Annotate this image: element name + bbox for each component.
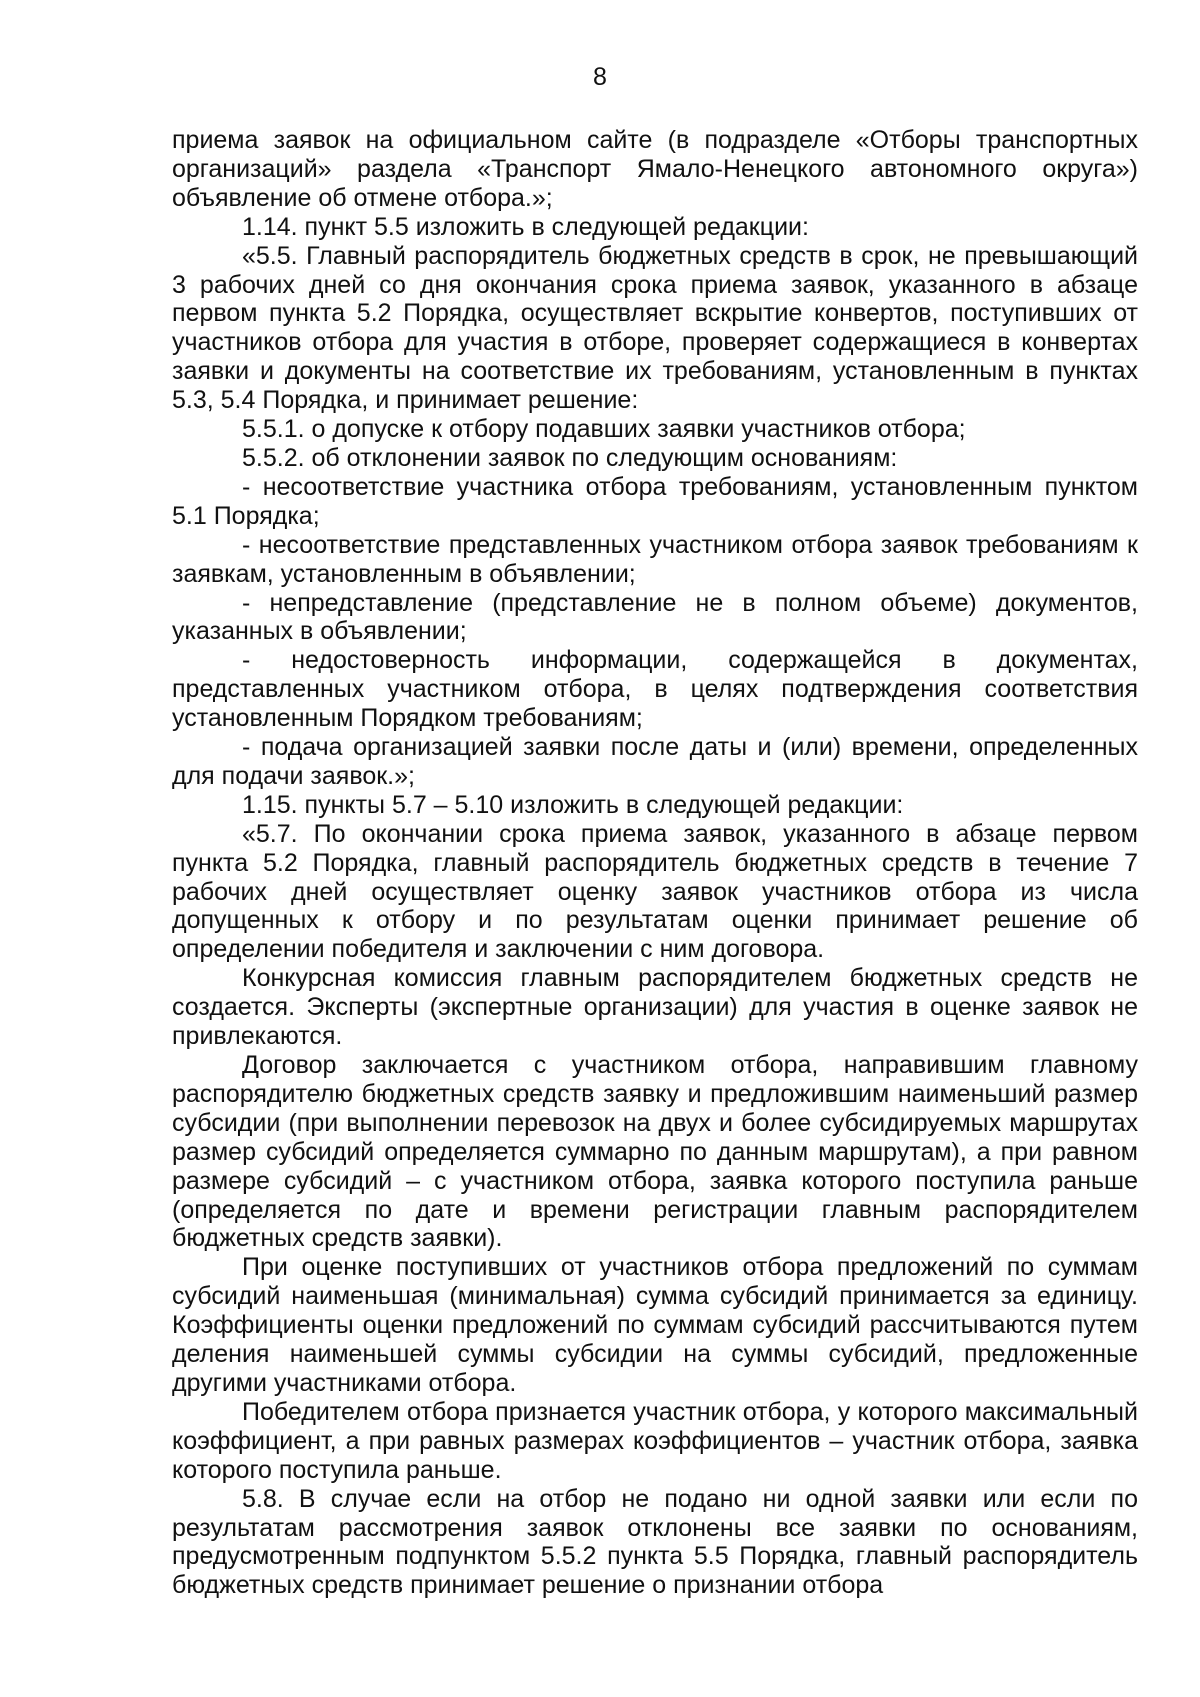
page-number: 8 [593,63,607,91]
paragraph: 5.5.2. об отклонении заявок по следующим основаниям: [242,443,898,472]
paragraph: 1.14. пункт 5.5 изложить в следующей редакции: [242,212,809,241]
paragraph: Договор заключается с участником отбора, направившим главному распорядителю бюджетных средств заявку и предложившим наименьший размер субсидии (при выполнении перевозок на двух и более субсидируемых маршрутах размер субсидий определяется суммарно по данным маршрутам), а при равном размере субсидий – с участником отбора, заявка которого поступила раньше (определяется по дате и времени регистрации главным распорядителем бюджетных средств заявки). [172,1051,1138,1253]
paragraph: - подача организацией заявки после даты и (или) времени, определенных для подачи заявок.»; [172,733,1138,790]
paragraph: «5.7. По окончании срока приема заявок, указанного в абзаце первом пункта 5.2 Порядка, главный распорядитель бюджетных средств в течение 7 рабочих дней осуществляет оценку заявок участников отбора из числа допущенных к отбору и по результатам оценки принимает решение об определении победителя и заключении с ним договора. [172,819,1138,964]
paragraph: Конкурсная комиссия главным распорядителем бюджетных средств не создается. Эксперты (экспертные организации) для участия в оценке заявок не привлекаются. [172,964,1138,1051]
paragraph: - непредставление (представление не в полном объеме) документов, указанных в объявлении; [172,588,1138,646]
document-body [172,126,1138,1600]
paragraph: приема заявок на официальном сайте (в подразделе «Отборы транспортных организаций» раздела «Транспорт Ямало-Ненецкого автономного округа») объявление об отмене отбора.»; [172,126,1138,212]
paragraph: 1.15. пункты 5.7 – 5.10 изложить в следующей редакции: [242,790,904,819]
paragraph: Победителем отбора признается участник отбора, у которого максимальный коэффициент, а при равных размерах коэффициентов – участник отбора, заявка которого поступила раньше. [172,1397,1138,1484]
paragraph: 5.8. В случае если на отбор не подано ни одной заявки или если по результатам рассмотрения заявок отклонены все заявки по основаниям, предусмотренным подпунктом 5.5.2 пункта 5.5 Порядка, главный распорядитель бюджетных средств принимает решение о признании отбора [172,1484,1138,1600]
paragraph: 5.5.1. о допуске к отбору подавших заявки участников отбора; [242,415,966,444]
paragraph: - недостоверность информации, содержащейся в документах, представленных участником отбора, в целях подтверждения соответствия установленным Порядком требованиям; [172,646,1138,733]
paragraph: «5.5. Главный распорядитель бюджетных средств в срок, не превышающий 3 рабочих дней со дня окончания срока приема заявок, указанного в абзаце первом пункта 5.2 Порядка, осуществляет вскрытие конвертов, поступивших от участников отбора для участия в отборе, проверяет содержащиеся в конвертах заявки и документы на соответствие их требованиям, установленным в пунктах 5.3, 5.4 Порядка, и принимает решение: [172,241,1138,415]
paragraph: При оценке поступивших от участников отбора предложений по суммам субсидий наименьшая (минимальная) сумма субсидий принимается за единицу. Коэффициенты оценки предложений по суммам субсидий рассчитываются путем деления наименьшей суммы субсидии на суммы субсидий, предложенные другими участниками отбора. [172,1253,1138,1397]
paragraph: - несоответствие участника отбора требованиям, установленным пунктом 5.1 Порядка; [172,472,1138,530]
paragraph: - несоответствие представленных участником отбора заявок требованиям к заявкам, установленным в объявлении; [172,530,1138,588]
